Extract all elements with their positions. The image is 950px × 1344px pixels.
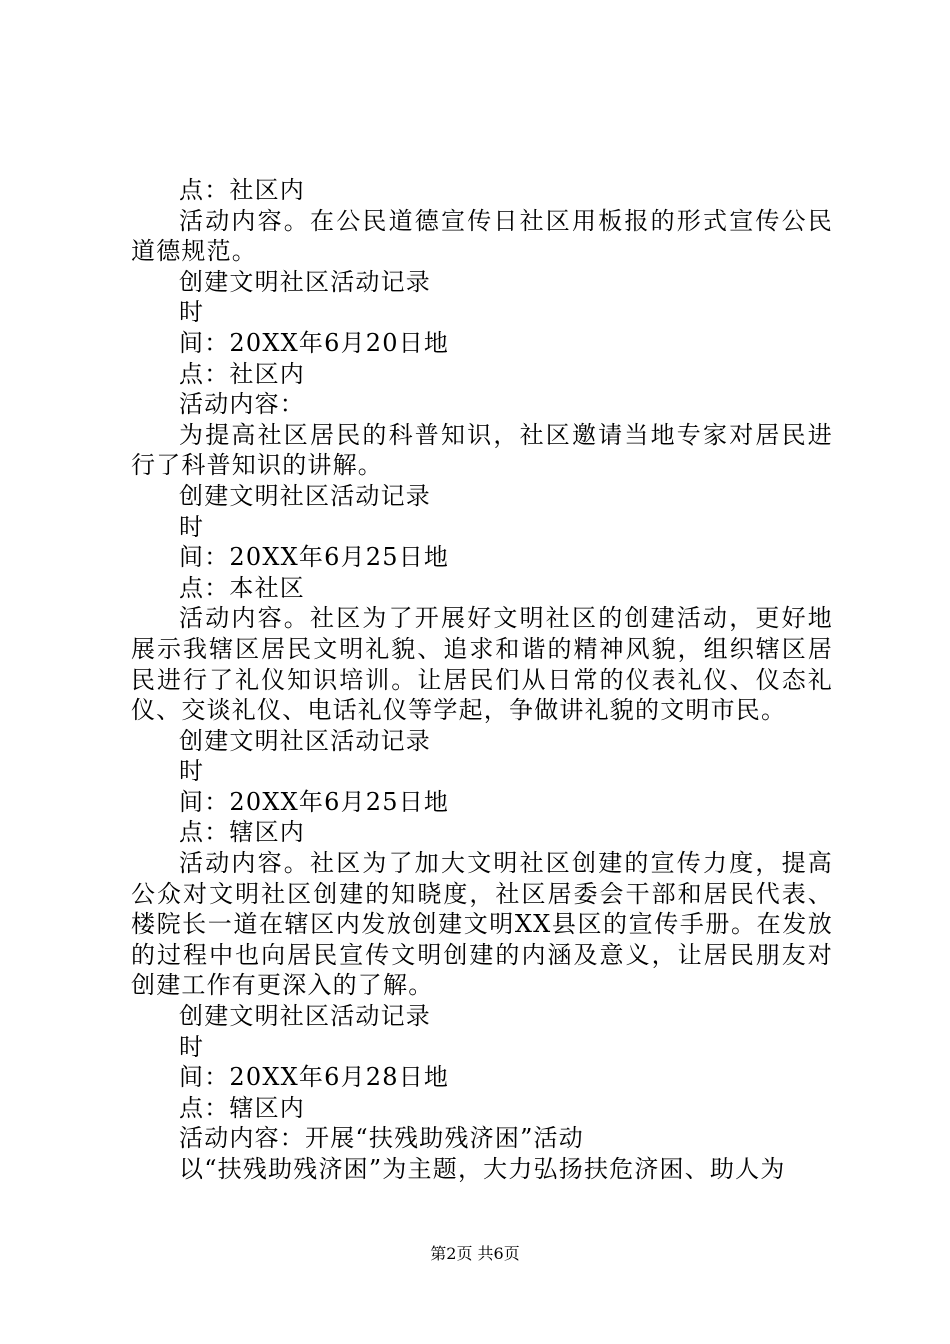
record-heading: 创建文明社区活动记录 — [179, 267, 431, 296]
text-line: 间：20XX年6月25日地 — [179, 543, 450, 572]
text-line: 点：社区内 — [179, 176, 305, 204]
text-line: 活动内容：开展“扶残助残济困”活动 — [179, 1124, 584, 1153]
text-line: 时 — [179, 298, 205, 327]
record-heading: 创建文明社区活动记录 — [179, 726, 431, 755]
text-line: 点：辖区内 — [179, 818, 305, 847]
text-line: 时 — [179, 512, 205, 541]
text-line: 活动内容： — [179, 390, 305, 419]
page-footer — [0, 1244, 950, 1264]
text-line: 点：辖区内 — [179, 1093, 305, 1122]
text-line: 点：社区内 — [179, 359, 305, 388]
text-line: 间：20XX年6月20日地 — [179, 328, 450, 357]
text-line: 间：20XX年6月25日地 — [179, 787, 450, 816]
document-body — [131, 175, 833, 1185]
paragraph: 为提高社区居民的科普知识，社区邀请当地专家对居民进行了科普知识的讲解。 — [131, 420, 833, 480]
text-line: 点：本社区 — [179, 573, 305, 602]
paragraph: 活动内容。社区为了加大文明社区创建的宣传力度，提高公众对文明社区创建的知晓度，社区居委会干部和居民代表、楼院长一道在辖区内发放创建文明XX县区的宣传手册。在发放的过程中也向居民宣传文明创建的内涵及意义，让居民朋友对创建工作有更深入的了解。 — [131, 849, 833, 1000]
page-number: 第2页 共6页 — [430, 1244, 520, 1263]
text-line: 时 — [179, 757, 205, 786]
text-line: 间：20XX年6月28日地 — [179, 1063, 450, 1092]
text-line: 时 — [179, 1032, 205, 1061]
paragraph: 活动内容。在公民道德宣传日社区用板报的形式宣传公民道德规范。 — [131, 206, 833, 266]
text-line: 以“扶残助残济困”为主题，大力弘扬扶危济困、助人为 — [179, 1155, 786, 1183]
record-heading: 创建文明社区活动记录 — [179, 1002, 431, 1031]
paragraph: 活动内容。社区为了开展好文明社区的创建活动，更好地展示我辖区居民文明礼貌、追求和谐的精神风貌，组织辖区居民进行了礼仪知识培训。让居民们从日常的仪表礼仪、仪态礼仪、交谈礼仪、电话礼仪等学起，争做讲礼貌的文明市民。 — [131, 604, 833, 725]
record-heading: 创建文明社区活动记录 — [179, 481, 431, 510]
